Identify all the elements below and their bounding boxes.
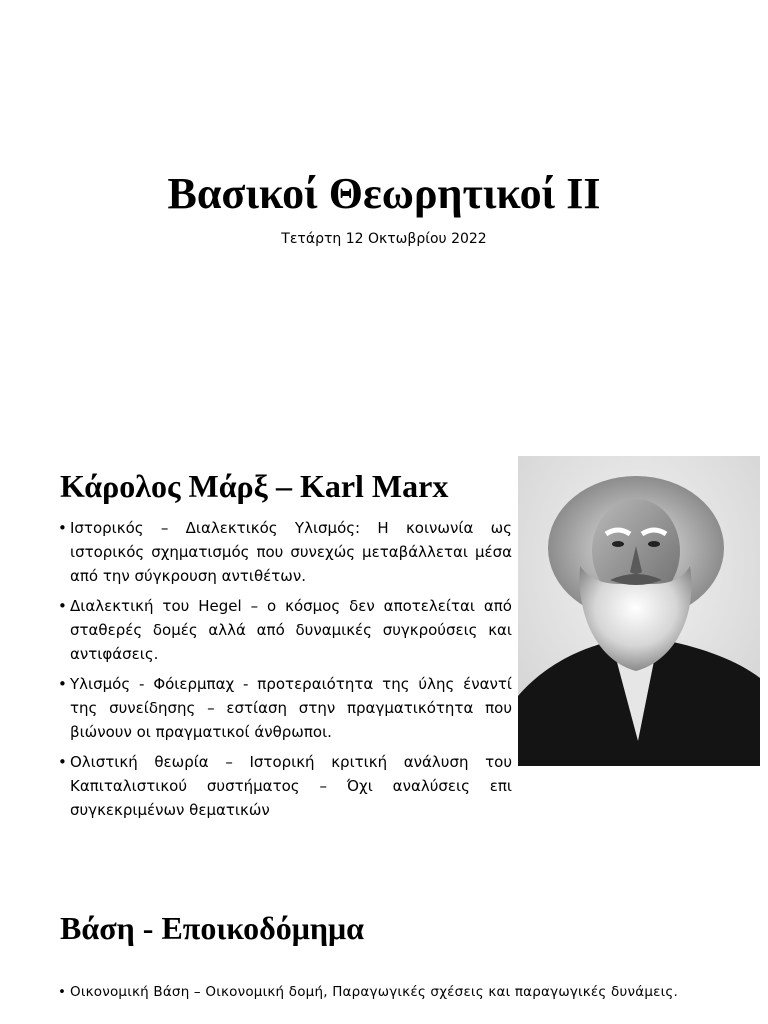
list-item xyxy=(58,750,512,822)
bullet-text: Ολιστική θεωρία – Ιστορική κριτική ανάλυση του Καπιταλιστικού συστήματος – Όχι αναλύσεις επι συγκεκριμένων θεματικών xyxy=(70,753,512,819)
bullet-icon: • xyxy=(58,597,67,615)
bullet-icon: • xyxy=(58,675,67,693)
presentation-title: Βασικοί Θεωρητικοί ΙΙ xyxy=(167,169,601,218)
bullet-text: Διαλεκτική του Hegel – ο κόσμος δεν αποτελείται από σταθερές δομές αλλά από δυναμικές συγκρούσεις και αντιφάσεις. xyxy=(70,597,512,663)
portrait-photo xyxy=(518,456,760,766)
presentation-date: Τετάρτη 12 Οκτωβρίου 2022 xyxy=(281,231,487,247)
bullet-icon: • xyxy=(58,984,67,1000)
base-bullet-list xyxy=(58,982,710,1003)
marx-slide-title: Κάρολος Μάρξ – Karl Marx xyxy=(60,468,449,504)
list-item xyxy=(58,594,512,666)
title-slide xyxy=(0,0,768,430)
marx-slide xyxy=(0,430,768,880)
marx-bullet-list xyxy=(58,516,512,828)
bullet-text: Ιστορικός – Διαλεκτικός Υλισμός: Η κοινωνία ως ιστορικός σχηματισμός που συνεχώς μεταβάλλεται μέσα από την σύγκρουση αντιθέτων. xyxy=(70,519,512,585)
bullet-text: Υλισμός - Φόιερμπαχ - προτεραιότητα της ύλης έναντί της συνείδησης – εστίαση στην πραγματικότητα που βιώνουν οι πραγματικοί άνθρωποι. xyxy=(70,675,512,741)
bullet-text: Οικονομική Βάση – Οικονομική δομή, Παραγωγικές σχέσεις και παραγωγικές δυνάμεις. xyxy=(70,984,679,1000)
portrait-illustration xyxy=(518,456,760,766)
bullet-icon: • xyxy=(58,753,67,771)
base-slide xyxy=(0,880,768,1024)
base-slide-title: Βάση - Εποικοδόμημα xyxy=(60,910,364,946)
list-item xyxy=(58,982,710,1003)
bullet-icon: • xyxy=(58,519,67,537)
list-item xyxy=(58,672,512,744)
list-item xyxy=(58,516,512,588)
